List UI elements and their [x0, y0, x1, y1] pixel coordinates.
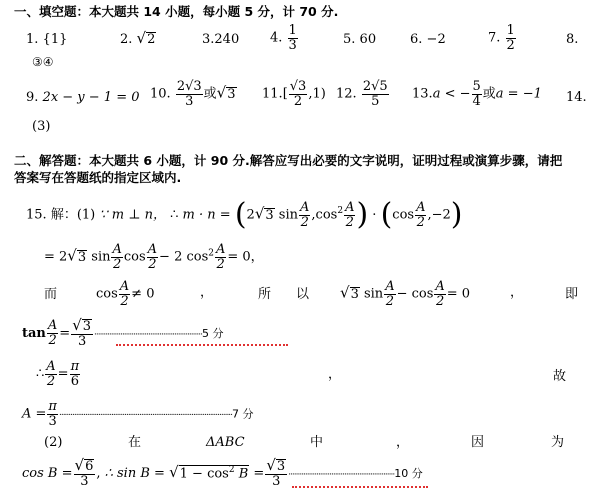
- q15-part2: (2): [44, 435, 63, 450]
- answer-6: 6. −2: [410, 32, 446, 47]
- q15-A-value: A = $\frac{\pi}{3}$ ·····························································································7 分: [22, 399, 254, 429]
- answer-8-label: 8.: [566, 32, 579, 47]
- word-gu: 故: [553, 369, 567, 384]
- section2-title-line2: 答案写在答题纸的指定区域内.: [14, 170, 182, 185]
- word-er: 而: [44, 287, 58, 302]
- answer-10: 10. $\frac{2√3}{3}$ 或√3: [150, 79, 236, 109]
- section2-title-line1: 二、解答题：本大题共 6 小题，计 90 分.解答应写出必要的文字说明，证明过程或演算步骤，请把: [14, 153, 563, 168]
- answer-14: (3): [32, 119, 51, 134]
- answer-4: 4. $\frac{1}{3}$: [270, 23, 297, 53]
- wavy-underline: [116, 342, 288, 346]
- word-yi: 以: [296, 287, 310, 302]
- q15-cosB-line: cos B = $\frac{√6}{3}$ , ∴ $\sin B = √1 - \cos^2 B$ = $\frac{√3}{3}$ ·························································10 分: [22, 456, 423, 490]
- answer-1: {1}: [42, 32, 68, 47]
- word-suo: 所: [258, 287, 272, 302]
- answer-row-1: 1. {1}: [26, 32, 68, 47]
- answer-8: ③④: [32, 55, 54, 69]
- q15-line1: 15. 解：(1) ∵ m ⊥ n， ∴ m · n = (2√3 sin $\frac{A}{2}$ $,\cos^2$ $\frac{A}{2}$ ) · (cos $\frac{A}{2}$ ,−2): [26, 197, 463, 232]
- q15-cos-neq: cos $\frac{A}{2}$ ≠ 0: [96, 279, 155, 309]
- score-7: 7 分: [232, 407, 254, 421]
- answer-7: 7. $\frac{1}{2}$: [488, 23, 515, 53]
- score-10: 10 分: [394, 466, 423, 480]
- triangle-abc: ΔABC: [206, 435, 245, 450]
- answer-13: 13.a < − $\frac{5}{4}$ 或a = −1: [412, 79, 542, 109]
- score-5: 5 分: [201, 326, 224, 340]
- word-yin: 因: [471, 435, 485, 450]
- answer-12: 12. $\frac{2√5}{5}$: [336, 79, 388, 109]
- wavy-underline-2: [292, 484, 428, 488]
- answer-5: 5. 60: [343, 32, 377, 47]
- answer-2: 2. √2: [120, 29, 156, 47]
- answer-11: 11.[ $\frac{√3}{2}$ ,1): [262, 79, 326, 109]
- word-ji: 即: [565, 287, 579, 302]
- word-zhong: 中: [310, 435, 324, 450]
- answer-9: 9. 2x − y − 1 = 0: [26, 90, 140, 105]
- word-zai: 在: [128, 435, 142, 450]
- q15-tan-eq: √3 sin $\frac{A}{2}$ − cos $\frac{A}{2}$ = 0: [340, 279, 471, 309]
- answer-3: 3.240: [202, 32, 240, 47]
- section1-title: 一、填空题：本大题共 14 小题，每小题 5 分，计 70 分.: [14, 4, 339, 19]
- q15-A-half: ∴ $\frac{A}{2}$ = $\frac{\pi}{6}$: [36, 359, 80, 389]
- answer-14-label: 14.: [566, 90, 587, 105]
- q15-line2: = 2√3 sin $\frac{A}{2}$ cos $\frac{A}{2}$ − 2 $\cos^2$ $\frac{A}{2}$ = 0，: [44, 242, 264, 272]
- q15-tan-line: tan $\frac{A}{2}$ = $\frac{√3}{3}$ ··························································5 分: [22, 316, 224, 350]
- word-wei: 为: [551, 435, 565, 450]
